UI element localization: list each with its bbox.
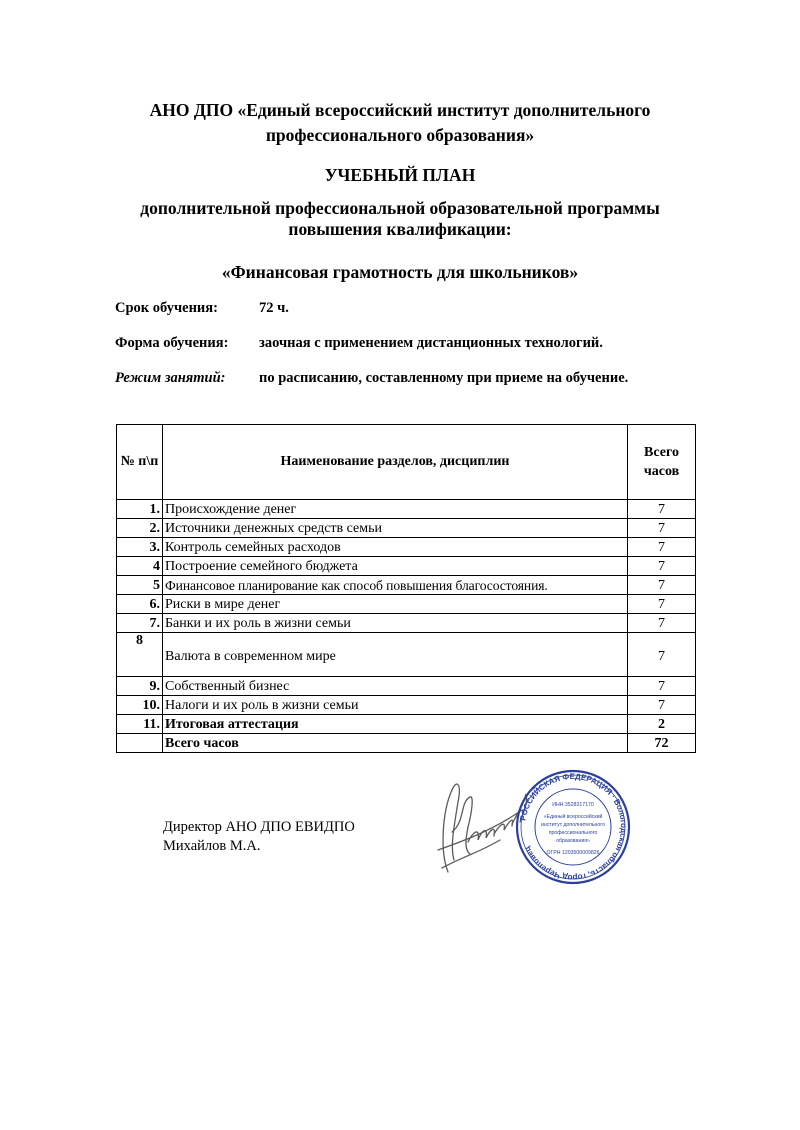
director-position: Директор АНО ДПО ЕВИДПО (163, 819, 355, 835)
header-hours-line2: часов (643, 464, 680, 479)
duration-row (115, 300, 289, 317)
organization-title (0, 98, 800, 148)
director-name: Михайлов М.А. (163, 838, 261, 854)
row-num: 2. (117, 519, 163, 538)
row-name: Построение семейного бюджета (163, 557, 628, 576)
row-name: Финансовое планирование как способ повышения благосостояния. (163, 576, 628, 595)
table-row (117, 557, 696, 576)
table-row (117, 633, 696, 677)
row-hours: 7 (628, 538, 696, 557)
table-row (117, 614, 696, 633)
row-hours: 7 (628, 696, 696, 715)
seal-org-1: «Единый всероссийский (543, 814, 603, 820)
row-hours: 7 (628, 576, 696, 595)
program-line-2: повышения квалификации: (288, 219, 512, 239)
plan-title: УЧЕБНЫЙ ПЛАН (324, 165, 476, 185)
program-description (0, 198, 800, 240)
row-name: Валюта в современном мире (163, 633, 628, 677)
row-hours: 7 (628, 614, 696, 633)
duration-value: 72 ч. (259, 300, 289, 316)
form-label: Форма обучения: (115, 335, 229, 351)
seal-org-4: образования» (556, 838, 590, 844)
row-num: 1. (117, 500, 163, 519)
row-num: 4 (117, 557, 163, 576)
table-row (117, 538, 696, 557)
program-line-1: дополнительной профессиональной образовательной программы (140, 198, 660, 218)
seal-ogrn: ОГРН 1203500009826 (546, 850, 600, 856)
form-value: заочная с применением дистанционных технологий. (259, 335, 603, 351)
director-signature-block (163, 818, 355, 856)
org-line-1: АНО ДПО «Единый всероссийский институт дополнительного (149, 100, 651, 120)
row-name: Контроль семейных расходов (163, 538, 628, 557)
row-num: 7. (117, 614, 163, 633)
row-num: 3. (117, 538, 163, 557)
header-num: № п\п (117, 425, 163, 500)
row-num: 6. (117, 595, 163, 614)
header-hours (628, 425, 696, 500)
seal-outer-text: РОССИЙСКАЯ ФЕДЕРАЦИЯ · Вологодская область, город Череповец (518, 771, 629, 883)
org-line-2: профессионального образования» (265, 125, 535, 145)
row-name: Налоги и их роль в жизни семьи (163, 696, 628, 715)
row-name: Собственный бизнес (163, 677, 628, 696)
header-name: Наименование разделов, дисциплин (163, 425, 628, 500)
row-num: 10. (117, 696, 163, 715)
row-hours: 7 (628, 595, 696, 614)
row-hours: 2 (628, 715, 696, 734)
row-hours: 7 (628, 519, 696, 538)
total-hours: 72 (628, 734, 696, 753)
row-num: 11. (117, 715, 163, 734)
table-row (117, 677, 696, 696)
row-num: 8 (117, 633, 163, 677)
course-title: «Финансовая грамотность для школьников» (221, 262, 579, 282)
row-name: Источники денежных средств семьи (163, 519, 628, 538)
total-label: Всего часов (163, 734, 628, 753)
row-name: Банки и их роль в жизни семьи (163, 614, 628, 633)
curriculum-table (116, 424, 696, 753)
table-row (117, 696, 696, 715)
row-hours: 7 (628, 633, 696, 677)
seal-inn: ИНН 3528317170 (552, 802, 594, 808)
form-row (115, 335, 603, 352)
header-hours-line1: Всего (644, 445, 679, 460)
seal-org-2: институт дополнительного (541, 822, 605, 828)
table-row (117, 500, 696, 519)
mode-row (115, 370, 629, 387)
table-header-row (117, 425, 696, 500)
row-num: 9. (117, 677, 163, 696)
row-name: Происхождение денег (163, 500, 628, 519)
table-total-row (117, 734, 696, 753)
row-hours: 7 (628, 557, 696, 576)
row-hours: 7 (628, 500, 696, 519)
table-row (117, 595, 696, 614)
organization-seal (514, 768, 632, 886)
total-num-cell (117, 734, 163, 753)
row-hours: 7 (628, 677, 696, 696)
mode-value: по расписанию, составленному при приеме на обучение. (259, 370, 629, 386)
duration-label: Срок обучения: (115, 300, 218, 316)
seal-org-3: профессионального (548, 830, 598, 836)
row-num: 5 (117, 576, 163, 595)
row-name: Итоговая аттестация (163, 715, 628, 734)
table-row (117, 519, 696, 538)
row-name: Риски в мире денег (163, 595, 628, 614)
table-row (117, 715, 696, 734)
table-row (117, 576, 696, 595)
mode-label: Режим занятий: (115, 370, 226, 386)
